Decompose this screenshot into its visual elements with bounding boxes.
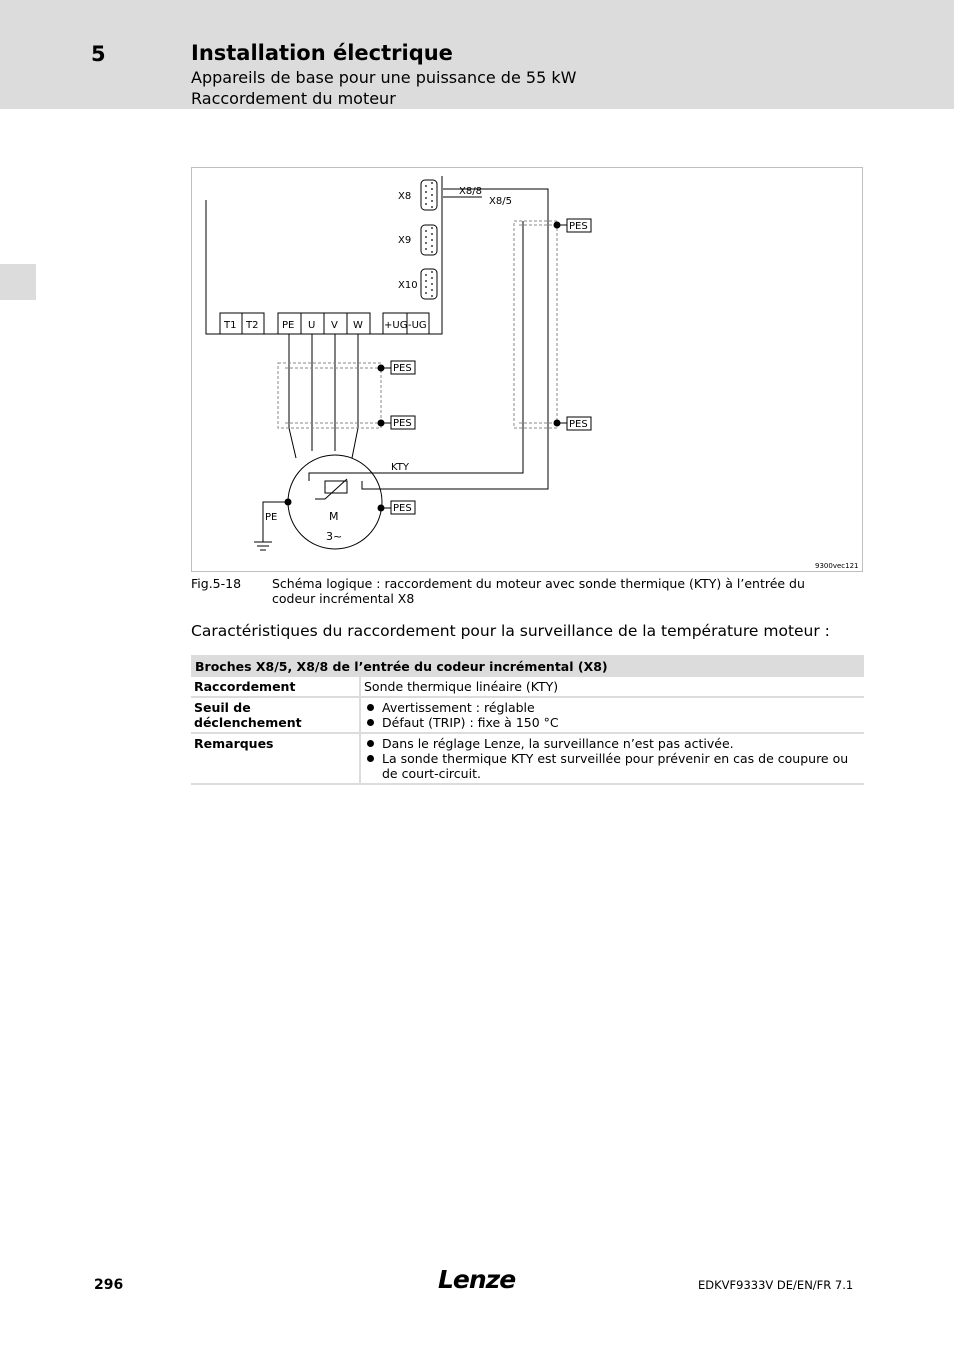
terminal-u: U [308, 320, 316, 331]
wiring-diagram-figure [191, 167, 863, 572]
pes-label: PES [393, 418, 412, 429]
wiring-diagram [192, 168, 864, 573]
table-row [191, 697, 864, 733]
pes-label: PES [569, 419, 588, 430]
row-key: Raccordement [191, 677, 360, 697]
label-motor-pe: PE [265, 512, 278, 523]
subtitle-motor-connection: Raccordement du moteur [191, 89, 396, 108]
label-x10: X10 [398, 280, 418, 291]
terminal-pe: PE [282, 320, 295, 331]
table-row [191, 733, 864, 784]
pes-label: PES [569, 221, 588, 232]
label-kty: KTY [391, 462, 409, 473]
figure-id: 9300vec121 [815, 562, 859, 570]
terminal-plus-ug: +UG [384, 320, 408, 331]
figure-caption-label: Fig.5-18 [191, 576, 242, 591]
row-value [360, 697, 864, 733]
list-item: Dans le réglage Lenze, la surveillance n’est pas activée. [364, 736, 861, 751]
figure-caption-text: Schéma logique : raccordement du moteur avec sonde thermique (KTY) à l’entrée du codeur incrémental X8 [272, 576, 805, 606]
subtitle-power: Appareils de base pour une puissance de 55 kW [191, 68, 577, 87]
label-motor-phase: 3~ [326, 530, 343, 543]
list-item: La sonde thermique KTY est surveillée pour prévenir en cas de coupure ou de court-circuit. [364, 751, 861, 781]
cable-pe [289, 334, 296, 458]
row-key: Seuil de déclenchement [191, 697, 360, 733]
terminal-w: W [353, 320, 363, 331]
label-x9: X9 [398, 235, 412, 246]
connector-x9 [421, 225, 437, 255]
chapter-number: 5 [91, 42, 106, 66]
kty-cable-shield [514, 221, 557, 428]
header-band [0, 0, 954, 109]
brand-logo: Lenze [438, 1265, 516, 1294]
motor-cable-shield [278, 363, 381, 428]
page-number: 296 [94, 1277, 124, 1293]
pes-label: PES [393, 363, 412, 374]
spec-table [191, 655, 864, 785]
chapter-title: Installation électrique [191, 41, 453, 65]
table-row [191, 677, 864, 697]
table-header: Broches X8/5, X8/8 de l’entrée du codeur incrémental (X8) [191, 655, 864, 677]
label-x8-5: X8/5 [489, 196, 512, 207]
kty-sensor-slash [315, 479, 347, 499]
connector-x8 [421, 180, 437, 210]
cable-w [352, 334, 358, 458]
list-item: Avertissement : réglable [364, 700, 861, 715]
kty-lead-x8-8 [309, 221, 523, 481]
terminal-t1: T1 [224, 320, 237, 331]
terminal-minus-ug: -UG [408, 320, 427, 331]
row-value: Sonde thermique linéaire (KTY) [360, 677, 864, 697]
label-motor-m: M [329, 510, 339, 523]
side-thumb-tab [0, 264, 36, 300]
kty-sensor-symbol [325, 481, 347, 493]
terminal-v: V [331, 320, 338, 331]
row-key: Remarques [191, 733, 360, 784]
document-code: EDKVF9333V DE/EN/FR 7.1 [698, 1278, 854, 1292]
section-heading: Caractéristiques du raccordement pour la surveillance de la température moteur : [191, 622, 830, 640]
row-value [360, 733, 864, 784]
list-item: Défaut (TRIP) : fixe à 150 °C [364, 715, 861, 730]
connector-x10 [421, 269, 437, 299]
label-x8: X8 [398, 191, 412, 202]
kty-lead-x8-5 [362, 189, 548, 489]
table-header-row [191, 655, 864, 677]
terminal-t2: T2 [246, 320, 259, 331]
pes-label: PES [393, 503, 412, 514]
label-x8-8: X8/8 [459, 186, 482, 197]
